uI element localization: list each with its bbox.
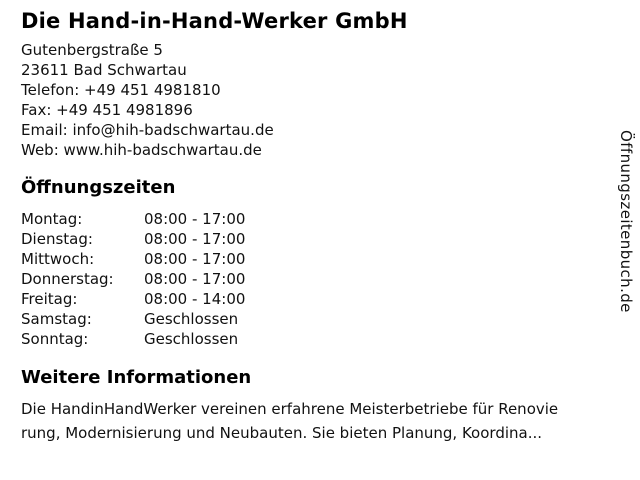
website-line: Web: www.hih-badschwartau.de <box>21 141 262 159</box>
paragraph-line-2: rung, Modernisierung und Neubauten. Sie bieten Planung, Koordina... <box>21 424 543 442</box>
hours-day-label: Dienstag: <box>21 230 93 248</box>
hours-day-label: Sonntag: <box>21 330 89 348</box>
hours-time-value: Geschlossen <box>144 330 239 348</box>
hours-time-value: 08:00 - 17:00 <box>144 210 246 228</box>
hours-time-value: 08:00 - 17:00 <box>144 270 246 288</box>
hours-day-label: Freitag: <box>21 290 78 308</box>
more-information-heading: Weitere Informationen <box>21 367 252 388</box>
site-watermark-vertical-text: Öffnungszeitenbuch.de <box>617 130 635 313</box>
address-city-line: 23611 Bad Schwartau <box>21 61 187 79</box>
hours-day-label: Donnerstag: <box>21 270 114 288</box>
hours-time-value: Geschlossen <box>144 310 239 328</box>
opening-hours-heading: Öffnungszeiten <box>21 177 176 198</box>
email-line: Email: info@hih-badschwartau.de <box>21 121 274 139</box>
phone-line: Telefon: +49 451 4981810 <box>21 81 221 99</box>
hours-row-sunday <box>21 329 610 349</box>
contact-info-block <box>21 40 610 160</box>
paragraph-line-1: Die HandinHandWerker vereinen erfahrene Meisterbetriebe für Renovie <box>21 400 559 418</box>
opening-hours-table <box>21 209 610 349</box>
more-information-paragraph <box>21 397 610 445</box>
hours-day-label: Montag: <box>21 210 83 228</box>
hours-row-thursday <box>21 269 610 289</box>
hours-row-monday <box>21 209 610 229</box>
hours-row-friday <box>21 289 610 309</box>
address-street-line: Gutenbergstraße 5 <box>21 41 163 59</box>
hours-row-wednesday <box>21 249 610 269</box>
hours-row-tuesday <box>21 229 610 249</box>
hours-row-saturday <box>21 309 610 329</box>
hours-time-value: 08:00 - 17:00 <box>144 230 246 248</box>
hours-day-label: Mittwoch: <box>21 250 95 268</box>
business-name-title: Die Hand-in-Hand-Werker GmbH <box>21 9 408 33</box>
hours-time-value: 08:00 - 14:00 <box>144 290 246 308</box>
fax-line: Fax: +49 451 4981896 <box>21 101 193 119</box>
hours-time-value: 08:00 - 17:00 <box>144 250 246 268</box>
hours-day-label: Samstag: <box>21 310 92 328</box>
page-content <box>21 0 610 445</box>
